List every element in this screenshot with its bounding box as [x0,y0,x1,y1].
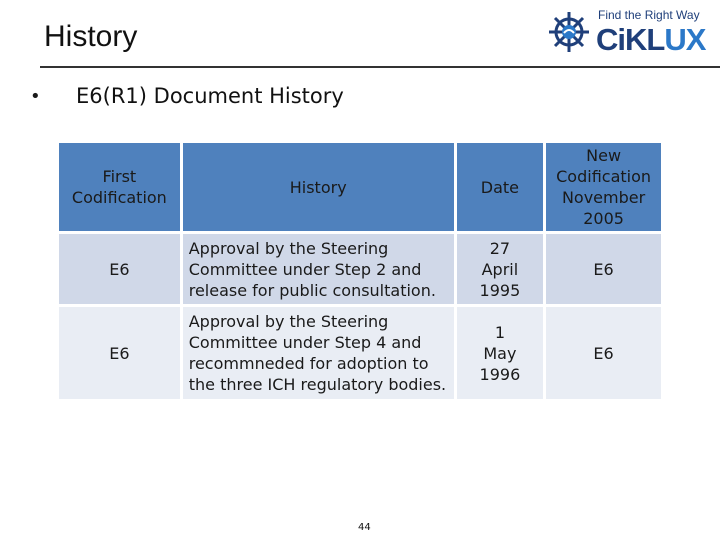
column-header-line: First [102,167,137,186]
column-header-line: November [561,188,646,207]
slide-title: History [44,20,138,53]
column-header [455,142,545,233]
table.rows.1.date_lines-line: 1996 [479,364,521,384]
column-header-line: History [289,177,347,197]
column-header-line: Date [480,177,520,197]
table.rows.1.history_lines-line: Approval by the Steering [188,312,389,331]
page-number: 44 [358,522,371,533]
ciklux-logo [548,6,714,58]
logo-tagline: Find the Right Way [598,8,700,22]
date-cell [455,233,545,306]
column-header-line: Codification [556,167,652,186]
date-cell [455,306,545,401]
table.rows.0.history_lines-line: Committee under Step 2 and [188,259,422,279]
column-header-line: Codification [71,188,167,207]
bullet-text: E6(R1) Document History [76,84,344,108]
column-header-line: New [586,146,622,165]
table.rows.1.date_lines-line: May [483,343,517,363]
first-codification-cell: E6 [58,306,182,401]
table.rows.0.history_lines-line: release for public consultation. [188,280,436,300]
bullet-dot-icon: • [30,85,41,107]
document-history-table [56,140,664,402]
table-row [58,306,663,401]
column-header [545,142,663,233]
bullet-item [30,84,344,108]
logo-wordmark [596,22,705,58]
table-header-row [58,142,663,233]
column-header [181,142,455,233]
new-codification-cell: E6 [545,233,663,306]
table.rows.1.history_lines-line: Committee under Step 4 and [188,333,422,352]
title-divider [40,66,720,68]
table.rows.1.history_lines-line: the three ICH regulatory bodies. [188,375,447,394]
table.rows.0.history_lines-line: Approval by the Steering [188,238,389,258]
history-cell [181,306,455,401]
logo-word-primary: CiKL [596,22,665,57]
table-row [58,233,663,306]
first-codification-cell: E6 [58,233,182,306]
table.rows.0.date_lines-line: 1995 [479,280,521,300]
new-codification-cell: E6 [545,306,663,401]
logo-word-accent: UX [664,22,706,57]
table.rows.1.date_lines-line: 1 [494,322,505,342]
history-cell [181,233,455,306]
table.rows.0.date_lines-line: 27 [489,238,511,258]
table.rows.1.history_lines-line: recommneded for adoption to [188,354,429,373]
column-header [58,142,182,233]
table.rows.0.date_lines-line: April [481,259,519,279]
column-header-line: 2005 [583,209,624,228]
ship-wheel-icon [548,8,590,56]
